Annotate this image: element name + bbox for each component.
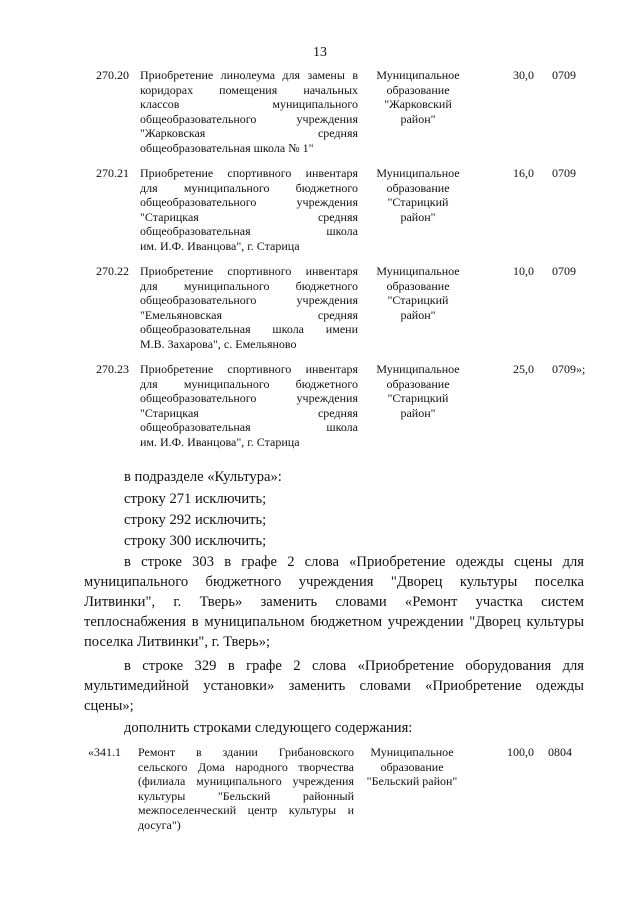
munic-line: район" [400,307,436,322]
desc-line: "Жарковская средняя [140,126,358,141]
row-amount: 100,0 [507,745,534,759]
row-code: 0709 [552,166,576,180]
paragraph-303 [84,552,584,652]
munic-line: район" [400,405,436,420]
munic-line: "Старицкий [387,195,449,210]
row-description [140,166,358,254]
desc-line: Приобретение спортивного инвентаря [140,362,358,376]
desc-line: им. И.Ф. Иванцова", г. Старица [140,238,300,253]
munic-line: район" [400,209,436,224]
row-municipality [362,745,462,789]
desc-line: классов муниципального [140,97,358,112]
row-description [140,264,358,352]
munic-line: образование [386,180,450,195]
page-number: 13 [313,45,327,60]
desc-line: для муниципального бюджетного [140,180,358,195]
row-number: 270.22 [96,264,129,278]
row-number: 270.21 [96,166,129,180]
add-rows-line: дополнить строками следующего содержания: [124,720,413,736]
desc-line: культуры "Бельский районный [138,788,354,803]
desc-line: "Старицкая средняя [140,209,358,224]
para-line: поселка Литвинки", г. Тверь»; [84,634,271,650]
desc-line: общеобразовательного учреждения [140,195,358,210]
desc-line: "Старицкая средняя [140,405,358,420]
desc-line: для муниципального бюджетного [140,376,358,391]
munic-line: образование [386,376,450,391]
munic-line: "Старицкий [387,391,449,406]
row-number: 270.23 [96,362,129,376]
desc-line: межпоселенческий центр культуры и [138,803,354,818]
row-description [138,745,354,833]
munic-line: Муниципальное [376,166,460,180]
row-municipality [368,362,468,420]
desc-line: общеобразовательного учреждения [140,293,358,308]
desc-line: М.В. Захарова", с. Емельяново [140,336,297,351]
row-municipality [368,68,468,126]
munic-line: образование [386,82,450,97]
munic-line: "Старицкий [387,293,449,308]
munic-line: Муниципальное [376,264,460,278]
row-municipality [368,166,468,224]
row-number: 270.20 [96,68,129,82]
desc-line: "Емельяновская средняя [140,307,358,322]
row-code: 0709 [552,68,576,82]
munic-line: образование [386,278,450,293]
desc-line: общеобразовательная школа имени [140,322,358,337]
row-number: «341.1 [88,745,121,759]
para-line: Литвинки", г. Тверь» заменить словами «Ремонт участка систем [84,594,584,610]
row-code: 0709»; [552,362,586,376]
para-line: в строке 329 в графе 2 слова «Приобретение оборудования для [124,658,584,674]
desc-line: для муниципального бюджетного [140,278,358,293]
row-description [140,68,358,156]
desc-line: коридорах помещения начальных [140,82,358,97]
row-amount: 10,0 [513,264,534,278]
para-line: в строке 303 в графе 2 слова «Приобретение одежды сцены для [124,554,584,570]
desc-line: Ремонт в здании Грибановского [138,745,354,759]
munic-line: образование [380,759,444,774]
desc-line: Приобретение спортивного инвентаря [140,264,358,278]
desc-line: им. И.Ф. Иванцова", г. Старица [140,434,300,449]
row-amount: 30,0 [513,68,534,82]
row-amount: 25,0 [513,362,534,376]
para-line: сцены»; [84,698,134,714]
desc-line: (филиала муниципального учреждения [138,774,354,789]
row-amount: 16,0 [513,166,534,180]
para-line: муниципального бюджетного учреждения "Дворец культуры поселка [84,574,584,590]
desc-line: досуга") [138,817,181,832]
munic-line: Муниципальное [376,68,460,82]
desc-line: общеобразовательная школа № 1" [140,140,314,155]
munic-line: "Бельский район" [366,774,458,789]
desc-line: общеобразовательная школа [140,224,358,239]
amend-line: строку 300 исключить; [124,533,267,549]
desc-line: общеобразовательного учреждения [140,391,358,406]
desc-line: Приобретение линолеума для замены в [140,68,358,82]
para-line: мультимедийной установки» заменить словами «Приобретение одежды [84,678,584,694]
desc-line: Приобретение спортивного инвентаря [140,166,358,180]
subsection-line: в подразделе «Культура»: [124,469,282,485]
desc-line: общеобразовательного учреждения [140,111,358,126]
amend-line: строку 292 исключить; [124,512,267,528]
row-description [140,362,358,450]
munic-line: Муниципальное [376,362,460,376]
desc-line: сельского Дома народного творчества [138,759,354,774]
munic-line: район" [400,111,436,126]
row-code: 0804 [548,745,572,759]
munic-line: Муниципальное [370,745,454,759]
row-municipality [368,264,468,322]
munic-line: "Жарковский [384,97,452,112]
desc-line: общеобразовательная школа [140,420,358,435]
para-line: теплоснабжения в муниципальном бюджетном учреждении "Дворец культуры [84,614,584,630]
paragraph-329 [84,656,584,716]
row-code: 0709 [552,264,576,278]
amend-line: строку 271 исключить; [124,491,267,507]
